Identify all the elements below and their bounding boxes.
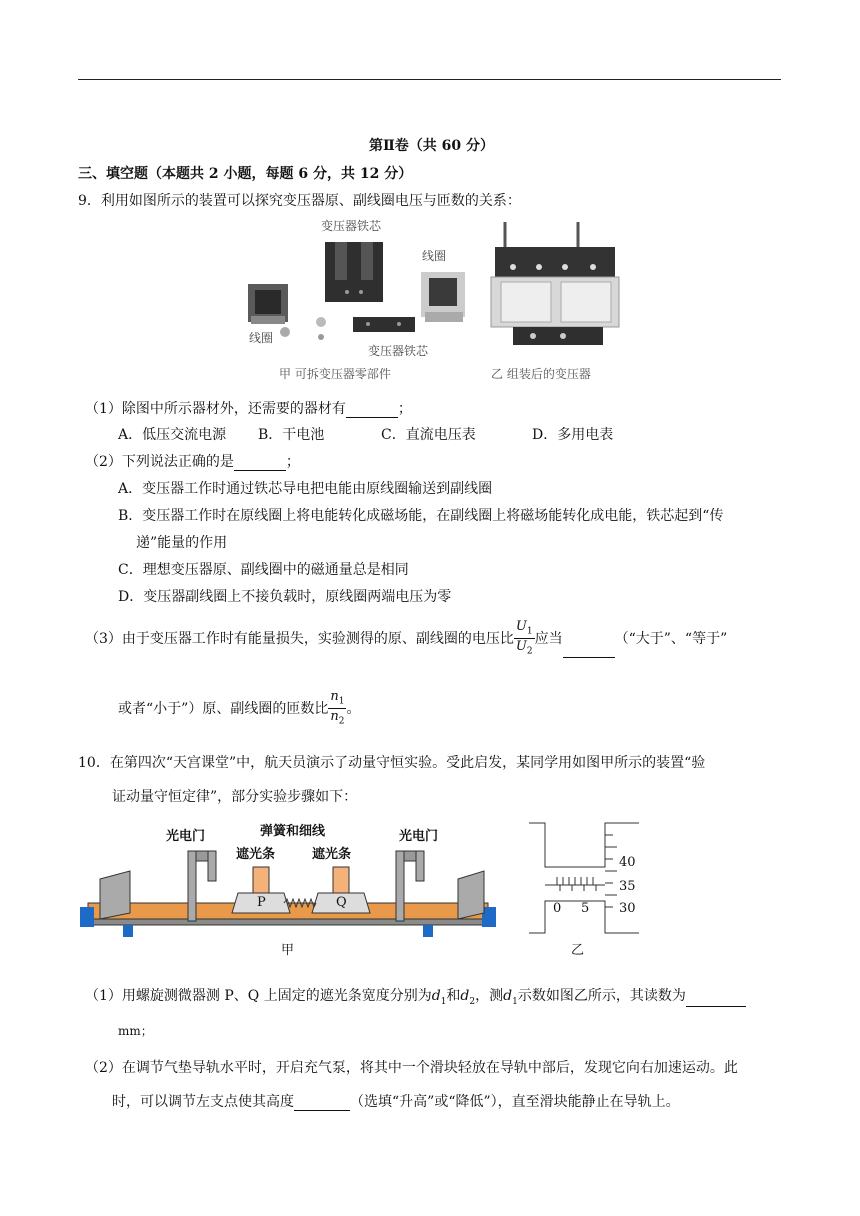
q9-p1-option-c: C．直流电压表 [381,427,476,443]
q10-p2-line1: （2）在调节气垫导轨水平时，开启充气泵，将其中一个滑块轻放在导轨中部后，发现它向右加速运动。此 [85,1060,738,1076]
answer-blank [563,643,615,658]
q10-p1-text-c: 示数如图乙所示，其读数为 [517,988,686,1004]
label-shade-right: 遮光条 [312,847,352,862]
label-coil-right: 线圈 [422,249,447,263]
q9-p2-option-a: A．变压器工作时通过铁芯导电把电能由原线圈输送到副线圈 [118,481,493,497]
frac-u1: U [515,619,527,634]
q9-p3-line2 [118,690,360,728]
label-spring: 弹簧和细线 [260,824,326,839]
micrometer-figure [527,815,657,961]
q10-p1 [85,985,746,1007]
answer-blank [346,403,398,418]
transformer-figure [243,212,623,384]
label-gate-right: 光电门 [399,829,439,844]
q9-p2-option-d: D．变压器副线圈上不接负载时，原线圈两端电压为零 [118,589,452,605]
q10-stem-2: 证动量守恒定律”，部分实验步骤如下： [112,789,358,805]
q9-p1-option-b: B．干电池 [258,427,325,443]
sub-1: 1 [440,996,447,1007]
frac-u2: U [515,639,527,655]
q9-p1-end: ； [397,401,412,417]
q9-p3-text-c: （“大于”、“等于” [614,630,728,647]
label-core-bottom: 变压器铁芯 [368,344,429,358]
sub-1: 1 [512,996,518,1007]
q9-p1-option-d: D．多用电表 [532,427,614,443]
mic-tick-40: 40 [619,855,636,870]
voltage-ratio [514,620,535,658]
frac-n2: n [330,709,339,725]
answer-blank [234,456,286,471]
q9-p1-option-a: A．低压交流电源 [118,427,227,443]
sub-1: 1 [526,626,533,637]
q10-p2-line2 [112,1091,680,1111]
q10-p1-unit: mm； [118,1024,153,1038]
q9-p2-option-b: B．变压器工作时在原线圈上将电能转化成磁场能，在副线圈上将磁场能转化成电能，铁芯起到“传 [118,508,724,524]
q9-p3-line1 [85,620,727,658]
transformer-figure-svg [243,212,623,384]
var-d: d [460,988,470,1004]
part-title: 三、填空题（本题共 2 小题，每题 6 分，共 12 分） [78,166,413,182]
q9-stem: 9．利用如图所示的装置可以探究变压器原、副线圈电压与匝数的关系： [78,193,521,209]
q9-p2-end: ； [285,454,300,470]
micrometer-svg [527,815,657,961]
q9-p3-text-e: 。 [346,700,361,717]
q10-and: 和 [446,988,461,1004]
caption-right: 乙 组装后的变压器 [491,367,591,381]
label-shade-left: 遮光条 [236,847,276,862]
q9-p3-text-b: 应当 [534,630,563,647]
sub-2: 2 [338,717,345,728]
q9-p3-text-a: （3）由于变压器工作时有能量损失，实验测得的原、副线圈的电压比 [85,630,514,647]
label-gate-left: 光电门 [166,829,206,844]
block-q: Q [336,895,347,910]
q9-p2-option-b-cont: 递”能量的作用 [136,535,228,551]
q9-p2 [85,451,300,471]
frac-n1: n [330,689,339,704]
q10-p2-text-b: 时，可以调节左支点使其高度 [112,1094,294,1110]
q9-p1-text: （1）除图中所示器材外，还需要的器材有 [85,401,346,417]
q10-stem-1: 10．在第四次“天宫课堂”中，航天员演示了动量守恒实验。受此启发，某同学用如图甲所示的装置“验 [78,755,706,771]
var-d: d [503,988,513,1004]
q9-p3-text-d: 或者“小于”）原、副线圈的匝数比 [118,700,329,717]
air-track-figure [78,815,498,961]
mic-tick-30: 30 [619,901,636,916]
block-p: P [257,895,266,910]
var-d: d [431,988,441,1004]
mic-tick-35: 35 [619,879,636,894]
sub-1: 1 [338,696,345,707]
q10-p1-text-a: （1）用螺旋测微器测 P、Q 上固定的遮光条宽度分别为 [85,988,432,1004]
mic-main-5: 5 [581,901,590,916]
caption-jia: 甲 [281,943,295,958]
q10-p1-text-b: ，测 [475,988,504,1004]
q9-p2-text: （2）下列说法正确的是 [85,454,234,470]
mic-main-0: 0 [553,901,562,916]
answer-blank [686,992,746,1007]
section-header: 第Ⅱ卷（共 60 分） [369,138,495,154]
answer-blank [294,1096,350,1111]
q9-p1 [85,398,412,418]
sub-2: 2 [526,647,533,658]
turns-ratio [328,690,346,728]
caption-yi: 乙 [571,943,585,958]
label-coil-left: 线圈 [249,331,274,345]
caption-left: 甲 可拆变压器零部件 [279,367,391,381]
q9-p2-option-c: C．理想变压器原、副线圈中的磁通量总是相同 [118,562,409,578]
sub-2: 2 [469,996,476,1007]
q10-p2-text-c: （选填“升高”或“降低”），直至滑块能静止在导轨上。 [350,1094,680,1110]
header-rule [78,79,781,80]
label-core-top: 变压器铁芯 [321,219,382,233]
